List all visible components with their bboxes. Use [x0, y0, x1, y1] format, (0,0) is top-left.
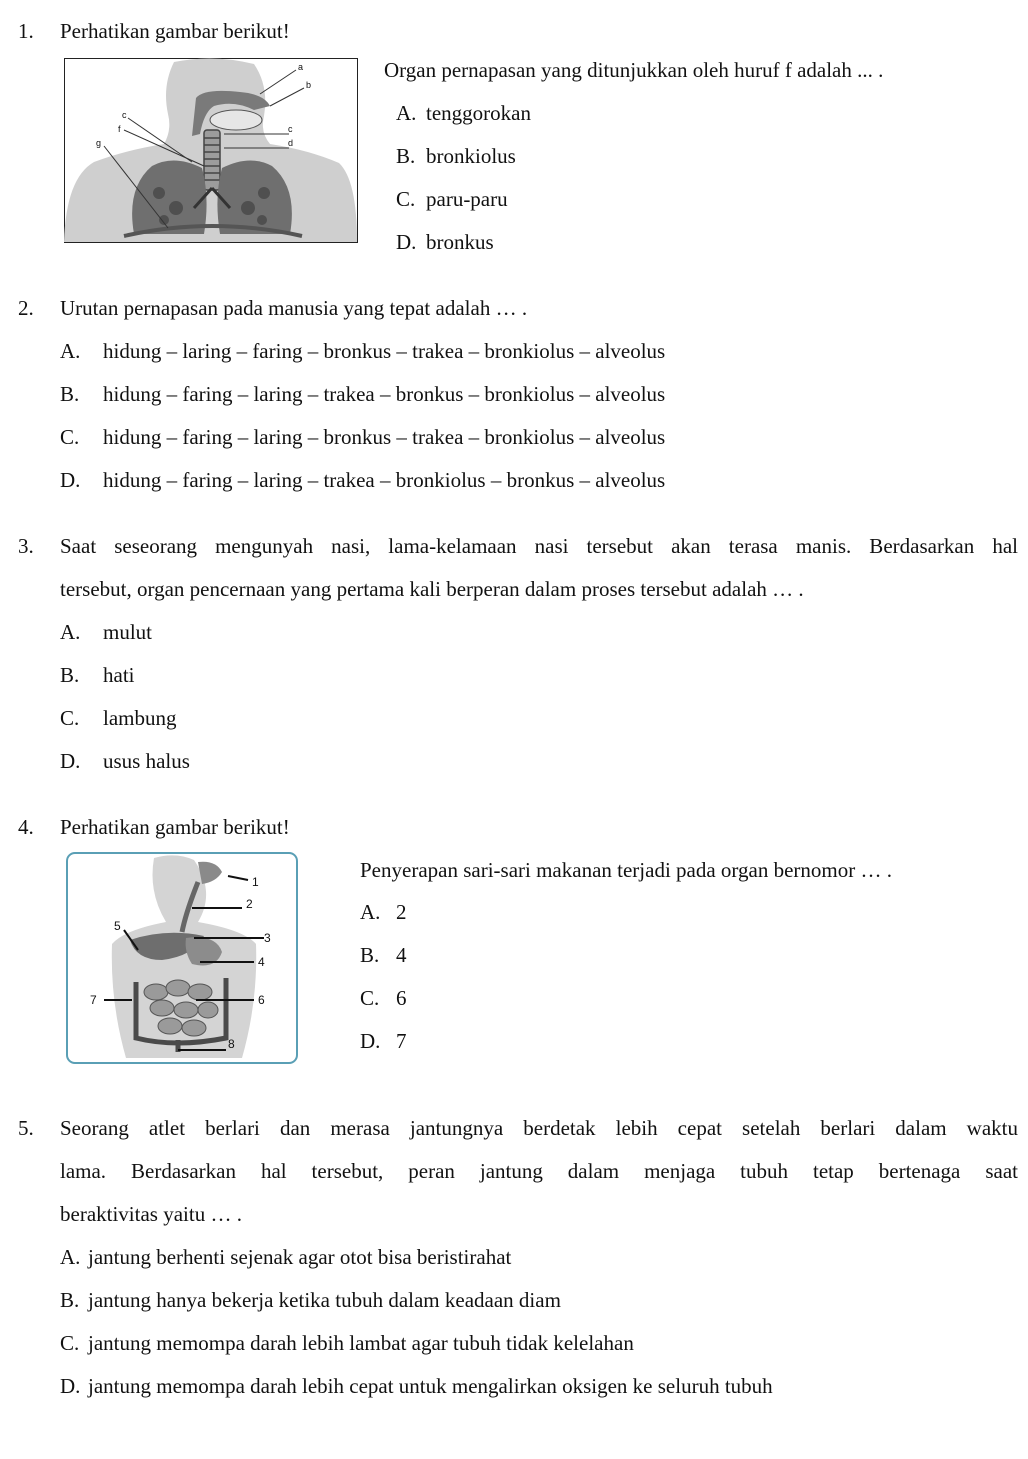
digestive-system-diagram: [66, 852, 298, 1064]
figure-label: 5: [114, 919, 121, 933]
option-text: 6: [396, 986, 407, 1010]
option-letter: A.: [60, 620, 81, 644]
option-text: jantung berhenti sejenak agar otot bisa beristirahat: [88, 1245, 512, 1269]
question-prompt: Organ pernapasan yang ditunjukkan oleh huruf f adalah ... .: [384, 58, 884, 82]
figure-label: d: [288, 138, 294, 148]
option-text: tenggorokan: [426, 101, 531, 125]
figure-label: c: [288, 124, 293, 134]
option-letter: D.: [360, 1029, 381, 1053]
option-text: usus halus: [103, 749, 190, 773]
option-text: 7: [396, 1029, 407, 1053]
figure-label: 4: [258, 955, 265, 969]
option-letter: D.: [396, 230, 417, 254]
option-letter: B.: [60, 663, 80, 687]
option-text: jantung memompa darah lebih cepat untuk mengalirkan oksigen ke seluruh tubuh: [88, 1374, 773, 1398]
question-stem: Perhatikan gambar berikut!: [60, 19, 290, 43]
option-text: hati: [103, 663, 135, 687]
option-text: hidung – faring – laring – trakea – bronkus – bronkiolus – alveolus: [103, 382, 666, 406]
figure-label: b: [306, 80, 312, 90]
option-letter: A.: [60, 1245, 81, 1269]
question-number: 1.: [18, 19, 34, 43]
figure-label: c: [122, 110, 127, 120]
option-text: jantung hanya bekerja ketika tubuh dalam keadaan diam: [88, 1288, 561, 1312]
option-text: lambung: [103, 706, 177, 730]
option-letter: B.: [396, 144, 416, 168]
option-letter: D.: [60, 1374, 81, 1398]
figure-label: 8: [228, 1037, 235, 1051]
option-letter: D.: [60, 468, 81, 492]
option-letter: D.: [60, 749, 81, 773]
option-text: 4: [396, 943, 407, 967]
option-text: hidung – faring – laring – trakea – bronkiolus – bronkus – alveolus: [103, 468, 666, 492]
question-prompt: Penyerapan sari-sari makanan terjadi pada organ bernomor … .: [360, 858, 892, 882]
option-letter: A.: [360, 900, 381, 924]
option-letter: B.: [360, 943, 380, 967]
figure-label: 1: [252, 875, 259, 889]
option-text: jantung memompa darah lebih lambat agar tubuh tidak kelelahan: [88, 1331, 634, 1355]
question-stem: lama. Berdasarkan hal tersebut, peran jantung dalam menjaga tubuh tetap bertenaga saat: [60, 1159, 1018, 1183]
question-number: 2.: [18, 296, 34, 320]
option-text: paru-paru: [426, 187, 508, 211]
question-stem: tersebut, organ pencernaan yang pertama kali berperan dalam proses tersebut adalah … .: [60, 577, 804, 601]
option-letter: C.: [60, 425, 80, 449]
question-number: 3.: [18, 534, 34, 558]
question-stem: Seorang atlet berlari dan merasa jantungnya berdetak lebih cepat setelah berlari dalam waktu: [60, 1116, 1018, 1140]
figure-label: 6: [258, 993, 265, 1007]
question-stem: beraktivitas yaitu … .: [60, 1202, 242, 1226]
option-letter: B.: [60, 1288, 80, 1312]
option-letter: C.: [396, 187, 416, 211]
option-text: bronkus: [426, 230, 494, 254]
option-text: hidung – faring – laring – bronkus – trakea – bronkiolus – alveolus: [103, 425, 666, 449]
option-text: hidung – laring – faring – bronkus – trakea – bronkiolus – alveolus: [103, 339, 666, 363]
option-letter: C.: [60, 706, 80, 730]
option-letter: A.: [60, 339, 81, 363]
question-stem: Urutan pernapasan pada manusia yang tepat adalah … .: [60, 296, 528, 320]
option-letter: A.: [396, 101, 417, 125]
figure-label: a: [298, 62, 304, 72]
option-text: 2: [396, 900, 407, 924]
respiratory-system-diagram: [64, 58, 358, 243]
figure-label: 3: [264, 931, 271, 945]
question-stem: Saat seseorang mengunyah nasi, lama-kelamaan nasi tersebut akan terasa manis. Berdasarkan hal: [60, 534, 1018, 558]
option-text: bronkiolus: [426, 144, 516, 168]
figure-label: g: [96, 138, 102, 148]
figure-label: 7: [90, 993, 97, 1007]
figure-label: 2: [246, 897, 253, 911]
option-letter: C.: [60, 1331, 80, 1355]
question-stem: Perhatikan gambar berikut!: [60, 815, 290, 839]
question-number: 4.: [18, 815, 34, 839]
option-letter: B.: [60, 382, 80, 406]
question-number: 5.: [18, 1116, 34, 1140]
option-letter: C.: [360, 986, 380, 1010]
figure-label: f: [118, 124, 121, 134]
option-text: mulut: [103, 620, 153, 644]
